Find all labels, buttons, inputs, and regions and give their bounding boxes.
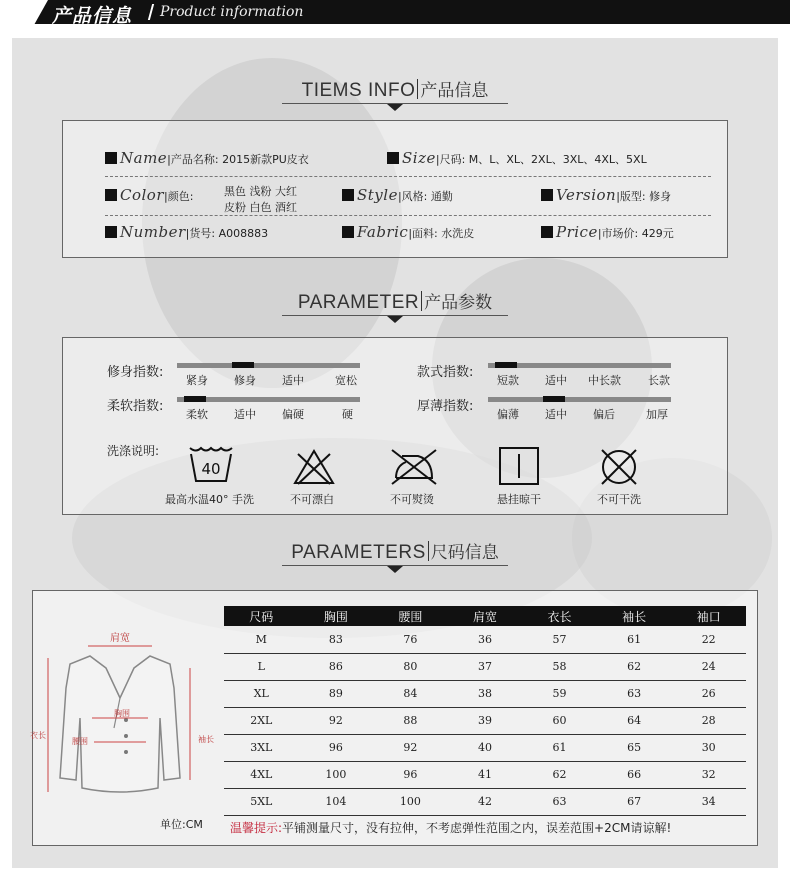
col-header-sleeve: 袖长 [597, 606, 672, 626]
hang-dry-icon [498, 446, 540, 486]
param-thick-marker [543, 396, 565, 402]
dashed-divider [105, 176, 711, 177]
section-title-size-en: PARAMETERS [291, 542, 426, 563]
table-cell: 37 [448, 653, 523, 680]
table-cell: 61 [597, 626, 672, 653]
param-style-option: 长款 [648, 374, 670, 387]
info-color-script: Color [120, 186, 165, 204]
param-thick-label: 厚薄指数: [417, 399, 474, 414]
info-number [105, 223, 268, 241]
info-color-values [224, 184, 297, 216]
table-cell: L [224, 653, 299, 680]
waist-label: 腰围 [72, 737, 88, 746]
table-cell: 63 [522, 788, 597, 815]
bullet-square [342, 226, 354, 238]
banner-title-cn: 产品信息 [52, 5, 133, 27]
info-name-script: Name [120, 149, 168, 167]
info-fabric-script: Fabric [357, 223, 409, 241]
wash-caption: 不可漂白 [290, 493, 334, 506]
table-cell: 100 [299, 761, 374, 788]
param-soft-option: 柔软 [186, 408, 208, 421]
col-header-waist: 腰围 [373, 606, 448, 626]
col-header-length: 衣长 [522, 606, 597, 626]
banner-title-en: Product information [160, 4, 304, 20]
section-arrow [387, 316, 403, 323]
info-style [342, 186, 453, 204]
table-cell: 96 [373, 761, 448, 788]
bullet-square [342, 189, 354, 201]
info-version [541, 186, 671, 204]
section-title-size-cn: 尺码信息 [430, 543, 499, 563]
table-cell: 57 [522, 626, 597, 653]
size-note [230, 819, 671, 836]
param-style-option: 短款 [497, 374, 519, 387]
info-color [105, 186, 193, 204]
table-cell: 62 [522, 761, 597, 788]
jacket-diagram [30, 628, 214, 814]
table-cell: 24 [671, 653, 746, 680]
bullet-square [387, 152, 399, 164]
table-cell: 76 [373, 626, 448, 653]
note-text: 平铺测量尺寸，没有拉伸，不考虑弹性范围之内，误差范围+2CM请谅解! [282, 821, 672, 835]
table-row [224, 788, 746, 815]
table-cell: 59 [522, 680, 597, 707]
table-cell: 40 [448, 734, 523, 761]
table-cell: 66 [597, 761, 672, 788]
wash-40-icon [188, 444, 234, 484]
table-cell: 64 [597, 707, 672, 734]
shoulder-label: 肩宽 [110, 633, 130, 644]
size-table [224, 606, 746, 816]
table-cell: 2XL [224, 707, 299, 734]
col-header-size: 尺码 [224, 606, 299, 626]
note-warning: 温馨提示: [230, 821, 283, 835]
table-cell: 92 [373, 734, 448, 761]
info-name-text: |产品名称: 2015新款PU皮衣 [167, 153, 309, 166]
table-cell: 61 [522, 734, 597, 761]
param-thick-option: 适中 [545, 408, 567, 421]
param-soft-option: 硬 [342, 408, 353, 421]
param-soft-marker [184, 396, 206, 402]
table-row [224, 707, 746, 734]
col-header-cuff: 袖口 [671, 606, 746, 626]
jacket-button [124, 750, 128, 754]
table-cell: 83 [299, 626, 374, 653]
info-price-text: |市场价: 429元 [597, 227, 674, 240]
unit-label: 单位:CM [160, 818, 203, 831]
table-cell: 36 [448, 626, 523, 653]
table-cell: XL [224, 680, 299, 707]
table-cell: 62 [597, 653, 672, 680]
table-cell: 88 [373, 707, 448, 734]
no-iron-icon [388, 446, 440, 486]
param-soft-option: 适中 [234, 408, 256, 421]
table-cell: 104 [299, 788, 374, 815]
wash-caption: 不可干洗 [597, 493, 641, 506]
jacket-outline [60, 656, 180, 792]
table-cell: 5XL [224, 788, 299, 815]
top-banner [0, 0, 790, 26]
table-cell: 84 [373, 680, 448, 707]
title-divider [428, 541, 429, 561]
no-dryclean-icon [598, 446, 640, 488]
param-soft-label: 柔软指数: [107, 399, 164, 414]
param-style-option: 中长款 [588, 374, 621, 387]
chest-label: 胸围 [114, 709, 130, 718]
table-cell: 92 [299, 707, 374, 734]
wash-caption: 悬挂晾干 [497, 493, 541, 506]
param-thick-track [488, 397, 671, 402]
param-style-marker [495, 362, 517, 368]
wash-temperature: 40 [201, 460, 221, 478]
param-fit-marker [232, 362, 254, 368]
table-cell: 100 [373, 788, 448, 815]
param-thick-option: 加厚 [646, 408, 668, 421]
table-row [224, 734, 746, 761]
table-cell: 67 [597, 788, 672, 815]
table-cell: 89 [299, 680, 374, 707]
info-color-line2: 皮粉 白色 酒红 [224, 201, 297, 214]
title-divider [421, 291, 422, 311]
param-soft-option: 偏硬 [282, 408, 304, 421]
info-color-line1: 黑色 浅粉 大红 [224, 185, 297, 198]
table-cell: M [224, 626, 299, 653]
table-cell: 32 [671, 761, 746, 788]
table-row [224, 761, 746, 788]
table-cell: 60 [522, 707, 597, 734]
table-cell: 30 [671, 734, 746, 761]
table-cell: 3XL [224, 734, 299, 761]
bullet-square [105, 226, 117, 238]
bullet-square [541, 189, 553, 201]
bullet-square [105, 152, 117, 164]
wash-caption: 不可熨烫 [390, 493, 434, 506]
info-style-text: |风格: 通勤 [397, 190, 453, 203]
jacket-button [124, 718, 128, 722]
table-cell: 86 [299, 653, 374, 680]
wash-caption: 最高水温40° 手洗 [165, 493, 254, 506]
info-price-script: Price [556, 223, 598, 241]
table-cell: 42 [448, 788, 523, 815]
param-fit-option: 修身 [234, 374, 256, 387]
param-fit-option: 紧身 [186, 374, 208, 387]
table-cell: 22 [671, 626, 746, 653]
param-fit-option: 适中 [282, 374, 304, 387]
info-price [541, 223, 674, 241]
info-style-script: Style [357, 186, 398, 204]
table-cell: 41 [448, 761, 523, 788]
info-color-text: |颜色: [164, 190, 194, 203]
table-cell: 4XL [224, 761, 299, 788]
wash-label: 洗涤说明: [107, 444, 160, 458]
table-cell: 58 [522, 653, 597, 680]
info-number-script: Number [120, 223, 186, 241]
section-title-info-en: TIEMS INFO [301, 80, 416, 101]
section-title-info-cn: 产品信息 [420, 81, 489, 101]
table-row [224, 680, 746, 707]
param-thick-option: 偏薄 [497, 408, 519, 421]
section-title-size [0, 538, 790, 564]
table-cell: 96 [299, 734, 374, 761]
col-header-shoulder: 肩宽 [448, 606, 523, 626]
col-header-chest: 胸围 [299, 606, 374, 626]
param-fit-option: 宽松 [335, 374, 357, 387]
section-title-param-cn: 产品参数 [424, 293, 493, 313]
info-number-text: |货号: A008883 [185, 227, 269, 240]
table-cell: 80 [373, 653, 448, 680]
param-style-option: 适中 [545, 374, 567, 387]
table-row [224, 626, 746, 653]
param-style-label: 款式指数: [417, 365, 474, 380]
table-cell: 28 [671, 707, 746, 734]
length-label: 衣长 [30, 731, 46, 740]
info-size-text: |尺码: M、L、XL、2XL、3XL、4XL、5XL [435, 153, 647, 166]
info-fabric [342, 223, 474, 241]
section-title-param [0, 288, 790, 314]
bullet-square [105, 189, 117, 201]
param-fit-label: 修身指数: [107, 365, 164, 380]
jacket-button [124, 734, 128, 738]
info-size-script: Size [402, 149, 436, 167]
info-size [387, 149, 647, 167]
table-cell: 65 [597, 734, 672, 761]
param-fit-track [177, 363, 360, 368]
bullet-square [541, 226, 553, 238]
section-title-param-en: PARAMETER [297, 292, 420, 313]
table-cell: 39 [448, 707, 523, 734]
table-cell: 38 [448, 680, 523, 707]
table-cell: 63 [597, 680, 672, 707]
info-name [105, 149, 309, 167]
table-cell: 34 [671, 788, 746, 815]
table-cell: 26 [671, 680, 746, 707]
section-arrow [387, 104, 403, 111]
title-divider [417, 79, 418, 99]
sleeve-label: 袖长 [198, 735, 214, 744]
param-thick-option: 偏后 [593, 408, 615, 421]
dashed-divider [105, 215, 711, 216]
info-fabric-text: |面料: 水洗皮 [408, 227, 475, 240]
no-bleach-icon [292, 448, 336, 486]
section-title-info [0, 76, 790, 102]
table-row [224, 653, 746, 680]
size-table-header [224, 606, 746, 626]
section-arrow [387, 566, 403, 573]
info-version-script: Version [556, 186, 617, 204]
info-version-text: |版型: 修身 [616, 190, 672, 203]
